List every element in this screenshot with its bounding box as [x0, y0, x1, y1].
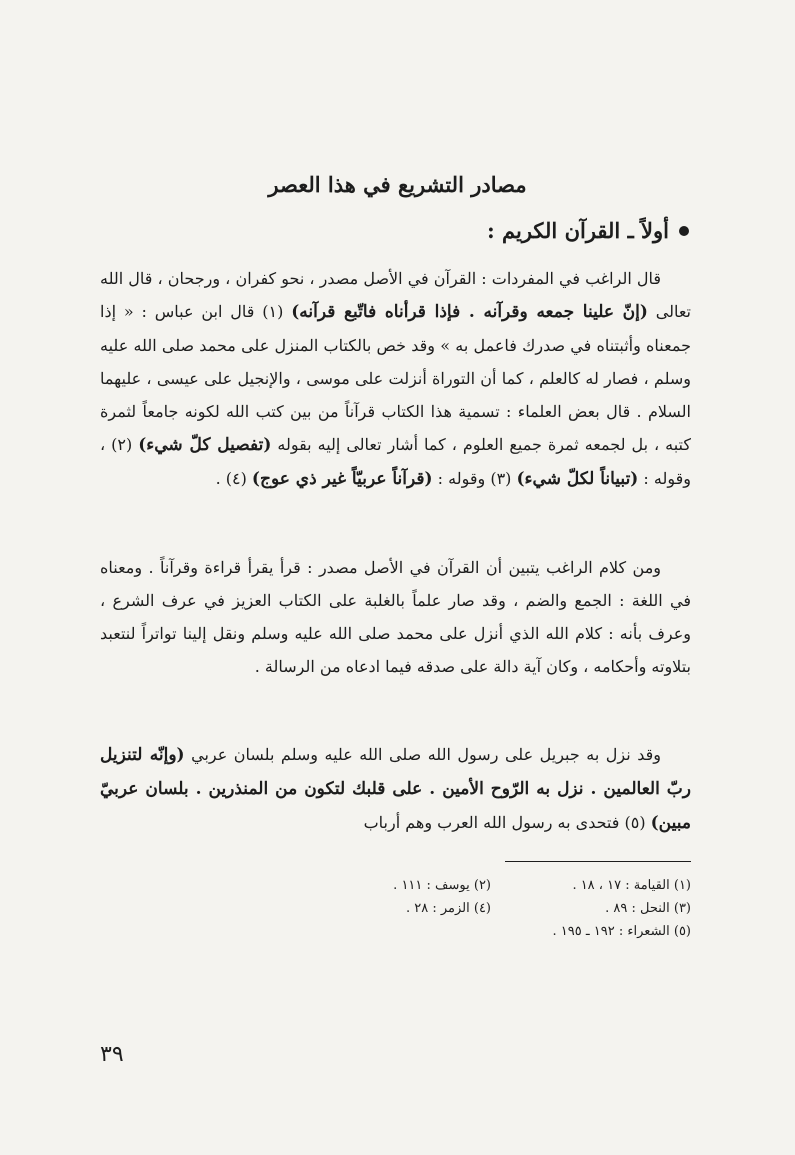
footnote-row [291, 920, 691, 943]
paragraph-1-text-1: قال الراغب في المفردات : القرآن في الأصل مصدر ، نحو كفران ، ورجحان ، قال الله تعالى [100, 269, 692, 321]
footnote-5: (٥) الشعراء : ١٩٢ ـ ١٩٥ . [552, 924, 691, 939]
footnote-divider [505, 861, 691, 862]
quran-verse-1: (إنّ علينا جمعه وقرآنه . فإذا قرأناه فاتّبع قرآنه) [291, 302, 648, 322]
quran-verse-5: (وإنّه لتنزيل ربّ العالمين . نزل به الرّوح الأمين . على قلبك لتكون من المنذرين . بلسان عربيّ مبين) [100, 745, 691, 833]
paragraph-1 [100, 262, 691, 496]
section-heading [487, 218, 689, 243]
footnotes [291, 874, 691, 943]
paragraph-1-text-2: (١) قال ابن عباس : « إذا جمعناه وأثبتناه في صدرك فاعمل به » وقد خص بالكتاب المنزل على محمد صلى الله عليه وسلم ، فصار له كالعلم ، كما أن التوراة أنزلت على موسى ، والإنجيل على عيسى ، عليهما السلام . قال بعض العلماء : تسمية هذا الكتاب قرآناً من بين كتب الله لكونه جامعاً لثمرة كتبه ، بل لجمعه ثمرة جميع العلوم ، كما أشار تعالى إليه بقوله [100, 302, 692, 454]
paragraph-2-text: ومن كلام الراغب يتبين أن القرآن في الأصل مصدر : قرأ يقرأ قراءة وقرآناً . ومعناه في اللغة : الجمع والضم ، وقد صار علماً بالغلبة على الكتاب العزيز في عرف الشرع ، وعرف بأنه : كلام الله الذي أنزل على محمد صلى الله عليه وسلم ونقل إلينا تواتراً لنتعبد بتلاوته وأحكامه ، وكان آية دالة على صدقه فيما ادعاه من الرسالة . [100, 558, 691, 676]
footnote-2: (٢) يوسف : ١١١ . [393, 878, 491, 893]
bullet-icon [679, 226, 689, 236]
paragraph-3 [100, 738, 691, 840]
footnote-row [291, 874, 691, 897]
footnote-row [291, 897, 691, 920]
footnote-4: (٤) الزمر : ٢٨ . [405, 901, 491, 916]
quran-verse-2: (تفصيل كلّ شيء) [138, 435, 272, 455]
paragraph-2 [100, 551, 691, 683]
paragraph-1-text-4: (٣) وقوله : [432, 469, 517, 488]
paragraph-1-text-3: (٢) ، وقوله : [100, 435, 691, 488]
footnote-1: (١) القيامة : ١٧ ، ١٨ . [572, 878, 691, 893]
section-heading-text: أولاً ـ القرآن الكريم : [486, 218, 669, 243]
paragraph-3-text-2: (٥) فتحدى به رسول الله العرب وهم أرباب [363, 813, 651, 832]
footnote-3: (٣) النحل : ٨٩ . [605, 901, 691, 916]
page-title: مصادر التشريع في هذا العصر [268, 172, 527, 197]
paragraph-1-text-5: (٤) . [215, 469, 252, 488]
page-number: ٣٩ [100, 1042, 124, 1067]
quran-verse-3: (تبياناً لكلّ شيء) [516, 469, 639, 489]
paragraph-3-text-1: وقد نزل به جبريل على رسول الله صلى الله عليه وسلم بلسان عربي [184, 745, 661, 764]
quran-verse-4: (قرآناً عربيّاً غير ذي عوج) [251, 469, 433, 489]
